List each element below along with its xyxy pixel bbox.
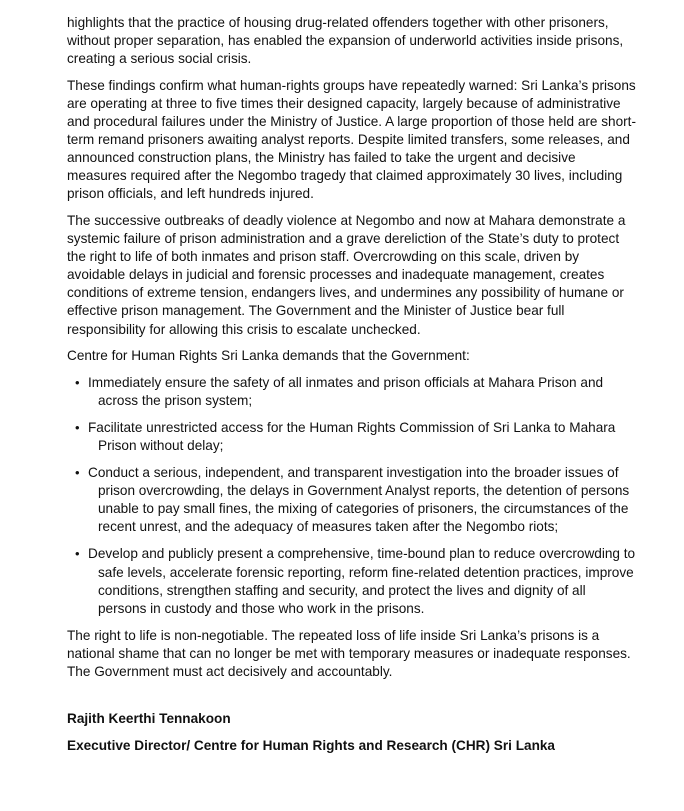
- paragraph-closing: The right to life is non-negotiable. The repeated loss of life inside Sri Lanka’s prisons is a national shame that can no longer be met with temporary measures or inadequate responses. The Government must act decisively and accountably.: [67, 627, 631, 679]
- demand-item: [67, 464, 636, 536]
- bullet-icon: •: [75, 465, 80, 481]
- demand-item: [67, 545, 636, 617]
- demand-item: [67, 419, 636, 455]
- demand-text: Immediately ensure the safety of all inmates and prison officials at Mahara Prison and across the prison system;: [88, 374, 604, 408]
- paragraph-demands-intro: Centre for Human Rights Sri Lanka demands that the Government:: [67, 348, 470, 364]
- demand-text: Conduct a serious, independent, and transparent investigation into the broader issues of prison overcrowding, the delays in Government Analyst reports, the detention of persons unable to pay small fines, the mixing of categories of prisoners, the circumstances of the recent unrest, and the adequacy of measures taken after the Negombo riots;: [88, 465, 630, 535]
- bullet-icon: •: [75, 374, 80, 390]
- signature-block: [67, 710, 636, 755]
- bullet-icon: •: [75, 546, 80, 562]
- demand-text: Facilitate unrestricted access for the Human Rights Commission of Sri Lanka to Mahara Prison without delay;: [88, 419, 616, 453]
- demand-item: [67, 374, 636, 410]
- demands-list: [67, 374, 636, 618]
- demand-text: Develop and publicly present a comprehensive, time-bound plan to reduce overcrowding to safe levels, accelerate forensic reporting, reform fine-related detention practices, improve conditions, strengthen staffing and security, and protect the lives and dignity of all persons in custody and those who work in the prisons.: [88, 546, 636, 616]
- signatory-name: Rajith Keerthi Tennakoon: [67, 711, 231, 727]
- paragraph-systemic-failure: The successive outbreaks of deadly violence at Negombo and now at Mahara demonstrate a systemic failure of prison administration and a grave dereliction of the State’s duty to protect the right to life of both inmates and prison staff. Overcrowding on this scale, driven by avoidable delays in judicial and forensic processes and inadequate management, creates conditions of extreme tension, endangers lives, and undermines any possibility of humane or effective prison management. The Government and the Minister of Justice bear full responsibility for allowing this crisis to escalate unchecked.: [67, 212, 626, 337]
- signatory-title: Executive Director/ Centre for Human Rights and Research (CHR) Sri Lanka: [67, 738, 555, 754]
- bullet-icon: •: [75, 419, 80, 435]
- paragraph-prison-crisis: highlights that the practice of housing drug-related offenders together with other prisoners, without proper separation, has enabled the expansion of underworld activities inside prisons, creating a serious social crisis.: [67, 15, 624, 67]
- paragraph-findings: These findings confirm what human-rights groups have repeatedly warned: Sri Lanka’s prisons are operating at three to five times their designed capacity, largely because of administrative and procedural failures under the Ministry of Justice. A large proportion of those held are short-term remand prisoners awaiting analyst reports. Despite limited transfers, some releases, and announced construction plans, the Ministry has failed to take the urgent and decisive measures required after the Negombo tragedy that claimed approximately 30 lives, including prison officials, and left hundreds injured.: [67, 77, 636, 202]
